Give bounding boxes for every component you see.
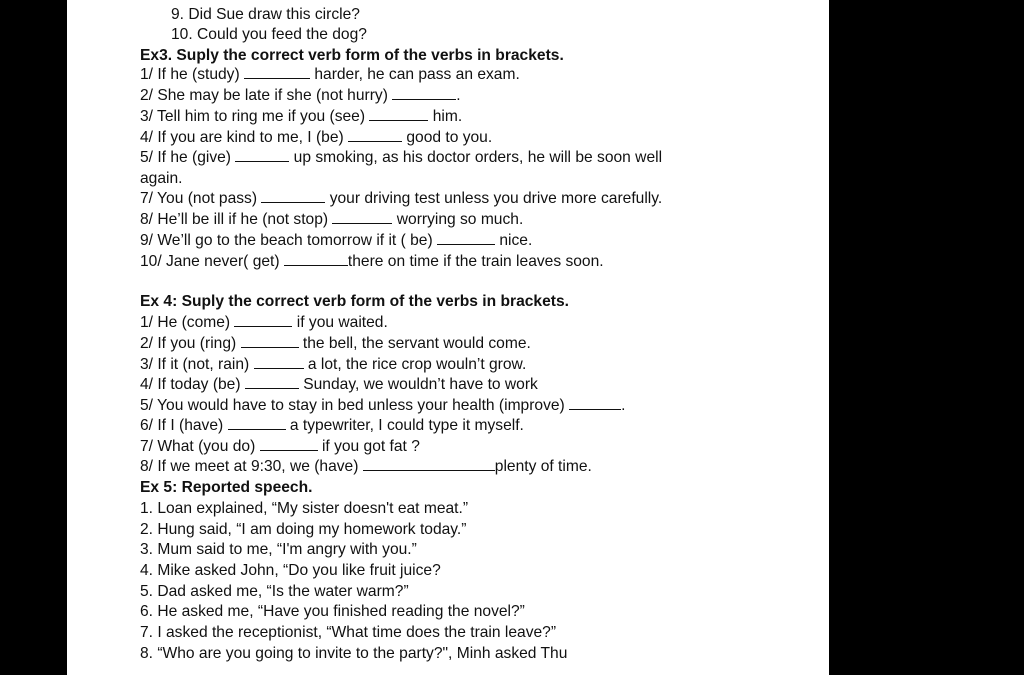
ex5-item-2: 2. Hung said, “I am doing my homework today.”	[140, 521, 467, 538]
question-9: 9. Did Sue draw this circle?	[171, 6, 360, 23]
answer-blank	[348, 129, 402, 142]
ex3-item-9: 9/ We’ll go to the beach tomorrow if it ( be) nice.	[140, 232, 533, 249]
answer-blank	[363, 458, 495, 471]
ex4-item-3: 3/ If it (not, rain) a lot, the rice crop wouln’t grow.	[140, 356, 527, 373]
ex3-item-8: 8/ He’ll be ill if he (not stop) worrying so much.	[140, 211, 524, 228]
ex4-item-7: 7/ What (you do) if you got fat ?	[140, 438, 420, 455]
ex3-item-4: 4/ If you are kind to me, I (be) good to you.	[140, 129, 493, 146]
ex4-heading: Ex 4: Suply the correct verb form of the verbs in brackets.	[140, 293, 569, 310]
ex3-item-1: 1/ If he (study) harder, he can pass an exam.	[140, 66, 520, 83]
ex5-item-1: 1. Loan explained, “My sister doesn't eat meat.”	[140, 500, 469, 517]
answer-blank	[245, 376, 299, 389]
ex5-item-3: 3. Mum said to me, “I'm angry with you.”	[140, 541, 417, 558]
answer-blank	[244, 66, 310, 79]
ex3-item-7: 7/ You (not pass) your driving test unless you drive more carefully.	[140, 190, 663, 207]
question-10: 10. Could you feed the dog?	[171, 26, 367, 43]
ex5-item-6: 6. He asked me, “Have you finished reading the novel?”	[140, 603, 525, 620]
answer-blank	[332, 211, 392, 224]
answer-blank	[254, 356, 304, 369]
answer-blank	[234, 314, 292, 327]
ex4-item-5: 5/ You would have to stay in bed unless your health (improve) .	[140, 397, 626, 414]
answer-blank	[284, 253, 348, 266]
answer-blank	[369, 108, 428, 121]
worksheet-page	[67, 0, 829, 675]
ex5-item-5: 5. Dad asked me, “Is the water warm?”	[140, 583, 409, 600]
ex3-item-2: 2/ She may be late if she (not hurry) .	[140, 87, 461, 104]
answer-blank	[235, 149, 289, 162]
ex4-item-1: 1/ He (come) if you waited.	[140, 314, 388, 331]
answer-blank	[569, 397, 621, 410]
ex4-item-4: 4/ If today (be) Sunday, we wouldn’t have to work	[140, 376, 538, 393]
ex3-item-10: 10/ Jane never( get) there on time if the train leaves soon.	[140, 253, 604, 270]
ex5-item-8: 8. “Who are you going to invite to the party?", Minh asked Thu	[140, 645, 568, 662]
ex5-item-4: 4. Mike asked John, “Do you like fruit juice?	[140, 562, 441, 579]
ex5-heading: Ex 5: Reported speech.	[140, 479, 313, 496]
answer-blank	[392, 87, 456, 100]
answer-blank	[241, 335, 299, 348]
answer-blank	[437, 232, 495, 245]
ex3-item-5: 5/ If he (give) up smoking, as his doctor orders, he will be soon well	[140, 149, 663, 166]
answer-blank	[228, 417, 286, 430]
ex4-item-2: 2/ If you (ring) the bell, the servant would come.	[140, 335, 531, 352]
ex4-item-8: 8/ If we meet at 9:30, we (have) plenty of time.	[140, 458, 592, 475]
answer-blank	[260, 438, 318, 451]
ex3-heading: Ex3. Suply the correct verb form of the verbs in brackets.	[140, 47, 564, 64]
ex3-item-3: 3/ Tell him to ring me if you (see) him.	[140, 108, 463, 125]
ex3-item-5-continued: again.	[140, 170, 183, 187]
ex4-item-6: 6/ If I (have) a typewriter, I could type it myself.	[140, 417, 524, 434]
ex5-item-7: 7. I asked the receptionist, “What time does the train leave?”	[140, 624, 557, 641]
answer-blank	[261, 190, 325, 203]
